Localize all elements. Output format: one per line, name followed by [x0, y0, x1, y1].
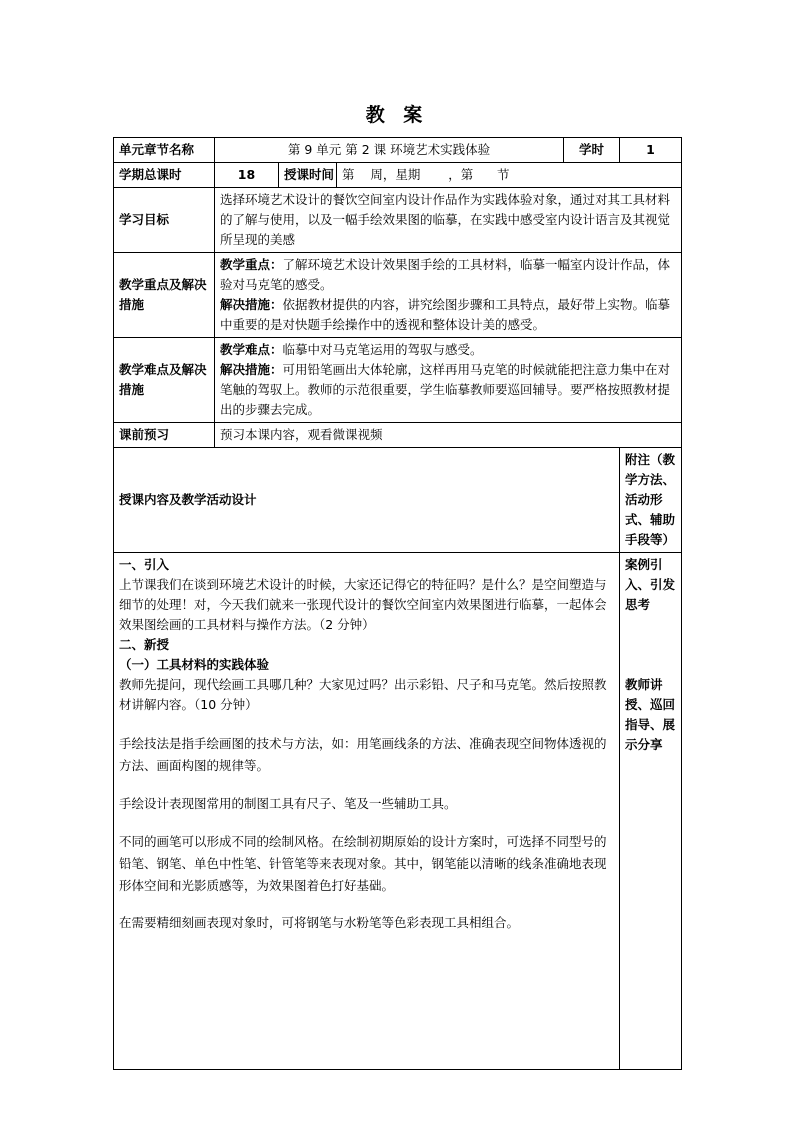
para-3: 不同的画笔可以形成不同的绘制风格。在绘制初期原始的设计方案时，可选择不同型号的铅笔、钢笔、单色中性笔、针管笔等来表现对象。其中，钢笔能以清晰的线条准确地表现形体空间和光影质感等，为效果图着色打好基础。	[119, 834, 607, 893]
key-focus-text: 了解环境艺术设计效果图手绘的工具材料，临摹一幅室内设计作品，体验对马克笔的感受。	[220, 257, 671, 292]
key-focus-label: 教学重点：	[220, 257, 283, 272]
preview-label: 课前预习	[114, 423, 215, 448]
diff-measure-text: 可用铅笔画出大体轮廓，这样再用马克笔的时候就能把注意力集中在对笔触的驾驭上。教师的示范很重要，学生临摹教师要巡回辅导。要严格按照教材提出的步骤去完成。	[220, 362, 671, 417]
row-content-header	[114, 448, 682, 553]
key-measure-label: 解决措施：	[220, 297, 283, 312]
notes-body	[620, 553, 682, 1070]
para-1: 手绘技法是指手绘画图的技术与方法，如：用笔画线条的方法、准确表现空间物体透视的方法、画面构图的规律等。	[119, 736, 607, 773]
note-1: 案例引入、引发思考	[625, 557, 676, 612]
diff-focus-text: 临摹中对马克笔运用的驾驭与感受。	[282, 342, 483, 357]
content-header: 授课内容及教学活动设计	[114, 448, 620, 553]
preview-text: 预习本课内容，观看微课视频	[215, 423, 682, 448]
notes-header: 附注（教学方法、活动形式、辅助手段等）	[620, 448, 682, 553]
key-measure-text: 依据教材提供的内容，讲究绘图步骤和工具特点，最好带上实物。临摹中重要的是对快题手绘操作中的透视和整体设计美的感受。	[220, 297, 671, 332]
content-body	[114, 553, 620, 1070]
diff-measure-label: 解决措施：	[220, 362, 283, 377]
diff-focus-label: 教学难点：	[220, 342, 283, 357]
time-label: 授课时间	[279, 163, 337, 188]
unit-value: 第 9 单元 第 2 课 环境艺术实践体验	[215, 138, 564, 163]
para-4: 在需要精细刻画表现对象时，可将钢笔与水粉笔等色彩表现工具相组合。	[119, 915, 520, 930]
sub-title: （一）工具材料的实践体验	[119, 657, 270, 672]
row-unit	[114, 138, 682, 163]
note-2: 教师讲授、巡回指导、展示分享	[625, 677, 676, 752]
hours-value: 1	[620, 138, 682, 163]
objectives-label: 学习目标	[114, 188, 215, 253]
hours-label: 学时	[564, 138, 620, 163]
sub-text: 教师先提问，现代绘画工具哪几种？大家见过吗？出示彩铅、尺子和马克笔。然后按照教材讲解内容。（10 分钟）	[119, 677, 607, 712]
row-term	[114, 163, 682, 188]
difficulties-label: 教学难点及解决措施	[114, 338, 215, 423]
key-points-cell	[215, 253, 682, 338]
term-total-value: 18	[215, 163, 279, 188]
term-total-label: 学期总课时	[114, 163, 215, 188]
lesson-plan-table	[113, 137, 682, 1070]
row-content-body	[114, 553, 682, 1070]
row-key-points	[114, 253, 682, 338]
para-2: 手绘设计表现图常用的制图工具有尺子、笔及一些辅助工具。	[119, 796, 457, 811]
objectives-text: 选择环境艺术设计的餐饮空间室内设计作品作为实践体验对象，通过对其工具材料的了解与使用，以及一幅手绘效果图的临摹，在实践中感受室内设计语言及其视觉所呈现的美感	[215, 188, 682, 253]
row-difficulties	[114, 338, 682, 423]
key-points-label: 教学重点及解决措施	[114, 253, 215, 338]
row-preview	[114, 423, 682, 448]
difficulties-cell	[215, 338, 682, 423]
intro-title: 一、引入	[119, 557, 170, 572]
intro-text: 上节课我们在谈到环境艺术设计的时候，大家还记得它的特征吗？是什么？是空间塑造与细节的处理！对，今天我们就来一张现代设计的餐饮空间室内效果图进行临摹，一起体会效果图绘画的工具材料与操作方法。（2 分钟）	[119, 577, 607, 632]
unit-label: 单元章节名称	[114, 138, 215, 163]
page-title: 教 案	[365, 104, 429, 126]
time-value: 第 周，星期 ，第 节	[337, 163, 682, 188]
row-objectives	[114, 188, 682, 253]
new-title: 二、新授	[119, 637, 170, 652]
